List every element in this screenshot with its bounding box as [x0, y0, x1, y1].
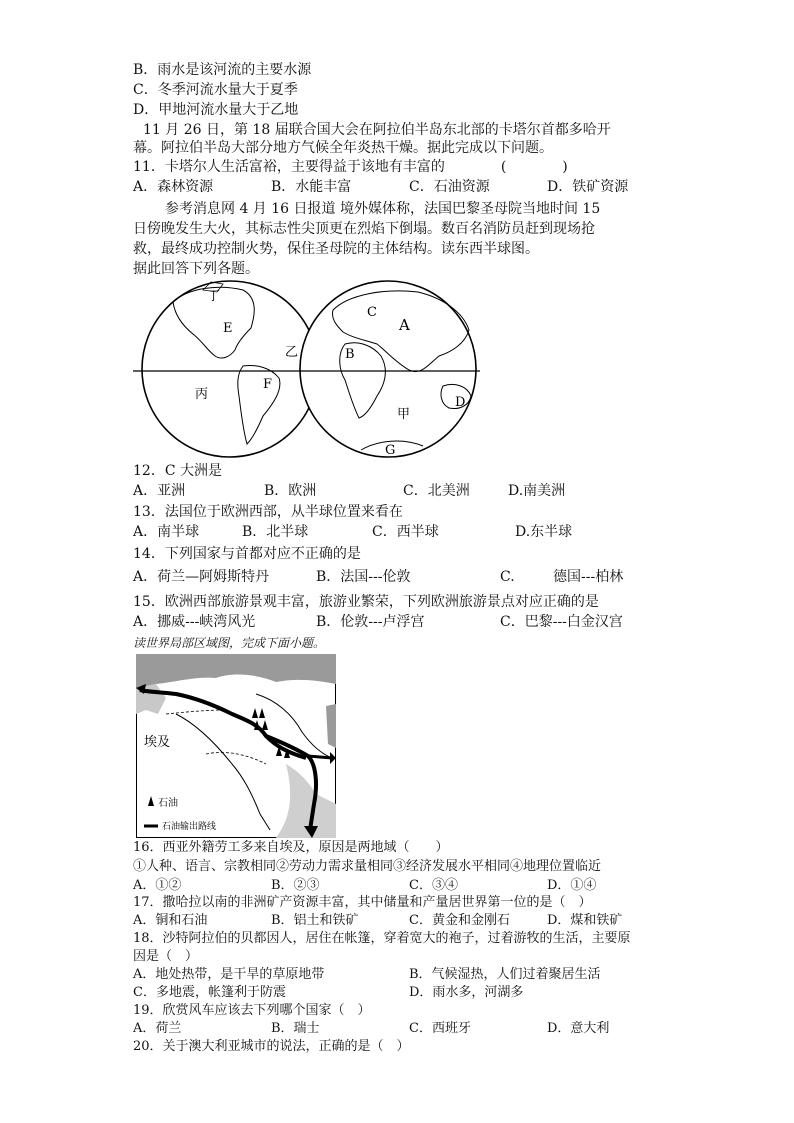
option-b: B．伦敦---卢浮宫 [316, 614, 425, 630]
option-c: C．西半球 [372, 524, 439, 540]
passage-line: 据此回答下列各题。 [133, 261, 259, 277]
question-16: 16．西亚外籍劳工多来自埃及，原因是两地域（ ） [133, 840, 449, 855]
passage-line: 参考消息网 4 月 16 日报道 境外媒体称，法国巴黎圣母院当地时间 15 [165, 201, 601, 217]
passage-line: 救，最终成功控制火势，保住圣母院的主体结构。读东西半球图。 [133, 241, 539, 257]
passage-line: 幕。阿拉伯半岛大部分地方气候全年炎热干燥。据此完成以下问题。 [133, 140, 553, 156]
option-a: A．荷兰—阿姆斯特丹 [133, 569, 270, 585]
option-b: B．法国---伦敦 [316, 569, 411, 585]
question-18-cont: 因是（ ） [133, 949, 199, 964]
option-d: D．①④ [547, 878, 597, 893]
option-b: B．铝土和铁矿 [271, 913, 359, 928]
label-e: E [223, 321, 233, 336]
question-20: 20．关于澳大利亚城市的说法，正确的是（ ） [133, 1039, 410, 1054]
option-a: A．森林资源 [133, 179, 214, 195]
option-b: B．北半球 [242, 524, 309, 540]
option-line: D．甲地河流水量大于乙地 [133, 102, 299, 118]
option-b: B．②③ [271, 878, 320, 893]
option-a: A．南半球 [133, 524, 200, 540]
option-a: A．荷兰 [133, 1021, 182, 1036]
option-c: C．黄金和金刚石 [409, 913, 510, 928]
question-16-statements: ①人种、语言、宗教相同②劳动力需求量相同③经济发展水平相同④地理位置临近 [133, 859, 602, 874]
question-13: 13．法国位于欧洲西部，从半球位置来看在 [133, 504, 403, 520]
label-f: F [263, 377, 273, 392]
option-c: C．北美洲 [403, 483, 470, 499]
option-a: A．铜和石油 [133, 913, 208, 928]
option-a: A．亚洲 [133, 483, 186, 499]
label-c: C [367, 305, 377, 320]
hemisphere-map [133, 280, 480, 460]
map-instruction: 读世界局部区域图，完成下面小题。 [133, 636, 326, 650]
option-d: D.东半球 [515, 524, 573, 540]
option-line: C．冬季河流水量大于夏季 [133, 82, 298, 98]
question-15: 15．欧洲西部旅游景观丰富，旅游业繁荣，下列欧洲旅游景点对应正确的是 [133, 594, 599, 610]
option-c: C．③④ [409, 878, 458, 893]
legend-oil: 石油 [158, 798, 178, 809]
question-14: 14．下列国家与首都对应不正确的是 [133, 546, 361, 562]
label-jia: 甲 [397, 407, 411, 422]
question-19: 19．欣赏风车应该去下列哪个国家（ ） [133, 1003, 371, 1018]
option-d: D．意大利 [547, 1021, 610, 1036]
option-line: B．雨水是该河流的主要水源 [133, 62, 312, 78]
option-d: D.南美洲 [508, 483, 566, 499]
option-a: A．①② [133, 878, 182, 893]
label-g: G [385, 443, 396, 458]
option-a: A．挪威---峡湾风光 [133, 614, 256, 630]
option-b: B．欧洲 [264, 483, 317, 499]
option-c: C．西班牙 [409, 1021, 471, 1036]
label-yi: 乙 [285, 345, 299, 360]
option-b: B．瑞士 [271, 1021, 320, 1036]
label-a: A [399, 316, 410, 334]
option-a: A．地处热带，是干旱的草原地带 [133, 967, 325, 982]
option-d: D．铁矿资源 [547, 179, 629, 195]
label-b: B [345, 347, 355, 362]
option-text: 德国---柏林 [553, 569, 624, 585]
passage-line: 11 月 26 日，第 18 届联合国大会在阿拉伯半岛东北部的卡塔尔首都多哈开 [143, 122, 611, 138]
label-ding: 丁 [207, 289, 221, 304]
option-c: C．石油资源 [409, 179, 490, 195]
question-17: 17．撒哈拉以南的非洲矿产资源丰富，其中储量和产量居世界第一位的是（ ） [133, 895, 592, 910]
question-11: 11．卡塔尔人生活富裕，主要得益于该地有丰富的 ( ) [133, 159, 568, 175]
question-18: 18．沙特阿拉伯的贝都因人，居住在帐篷，穿着宽大的袍子，过着游牧的生活，主要原 [133, 931, 631, 946]
option-c: C. [500, 569, 515, 585]
option-d: D．煤和铁矿 [547, 913, 623, 928]
option-b: B．水能丰富 [271, 179, 352, 195]
option-b: B．气候湿热，人们过着聚居生活 [409, 967, 601, 982]
west-asia-map [136, 654, 336, 838]
label-bing: 丙 [195, 387, 209, 402]
label-d: D [455, 395, 466, 410]
option-c: C．多地震，帐篷利于防震 [133, 985, 286, 1000]
option-c: C．巴黎---白金汉宫 [500, 614, 623, 630]
passage-line: 日傍晚发生大火，其标志性尖顶更在烈焰下倒塌。数百名消防员赶到现场抢 [133, 221, 595, 237]
option-d: D．雨水多，河湖多 [409, 985, 524, 1000]
legend-route: 石油输出路线 [162, 822, 217, 832]
label-egypt: 埃及 [144, 735, 171, 750]
question-12: 12．C 大洲是 [133, 463, 222, 479]
